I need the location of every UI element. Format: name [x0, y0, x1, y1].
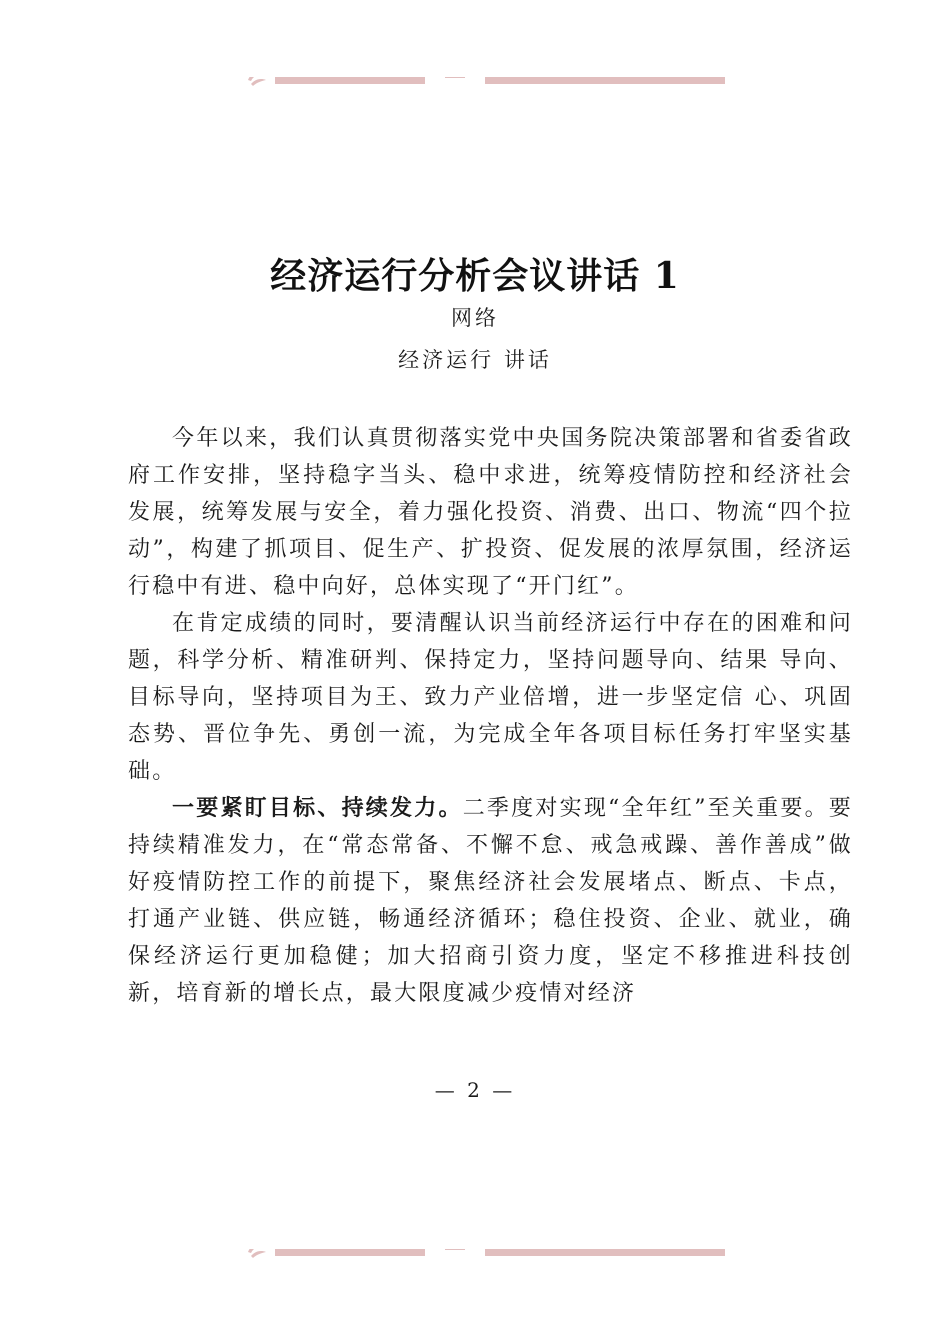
watermark-strokes	[275, 66, 725, 88]
watermark-strokes	[275, 1238, 725, 1260]
paragraph-1	[128, 420, 853, 605]
paragraph-3-text: 二季度对实现“全年红”至关重要。要持续精准发力，在“常态常备、不懈不怠、戒急戒躁、善作善成”做好疫情防控工作的前提下，聚焦经济社会发展堵点、断点、卡点，打通产业链、供应链，畅通经济循环；稳住投资、企业、就业，确保经济运行更加稳健；加大招商引资力度，坚定不移推进科技创新，培育新的增长点，最大限度减少疫情对经济	[128, 796, 853, 1006]
watermark-logo-icon	[245, 66, 269, 88]
paragraph-1-text: 今年以来，我们认真贯彻落实党中央国务院决策部署和省委省政府工作安排，坚持稳字当头、稳中求进，统筹疫情防控和经济社会发展，统筹发展与安全，着力强化投资、消费、出口、物流“四个拉动”，构建了抓项目、促生产、扩投资、促发展的浓厚氛围，经济运行稳中有进、稳中向好，总体实现了“开门红”。	[128, 426, 853, 599]
document-keywords: 经济运行 讲话	[398, 348, 552, 372]
watermark-logo-icon	[245, 1238, 269, 1260]
header-watermark	[245, 66, 725, 88]
footer-watermark	[245, 1238, 725, 1260]
document-title: 经济运行分析会议讲话 1	[270, 255, 680, 297]
document-body	[128, 420, 853, 1012]
paragraph-2-text: 在肯定成绩的同时，要清醒认识当前经济运行中存在的困难和问题，科学分析、精准研判、保持定力，坚持问题导向、结果 导向、目标导向，坚持项目为王、致力产业倍增，进一步坚定信 心、巩固态势、晋位争先、勇创一流，为完成全年各项目标任务打牢坚实基础。	[128, 611, 853, 784]
paragraph-3-lead: 一要紧盯目标、持续发力。	[172, 795, 463, 821]
document-author: 网络	[451, 306, 499, 330]
paragraph-3	[128, 790, 853, 1012]
page-number: — 2 —	[434, 1078, 516, 1102]
paragraph-2	[128, 605, 853, 790]
